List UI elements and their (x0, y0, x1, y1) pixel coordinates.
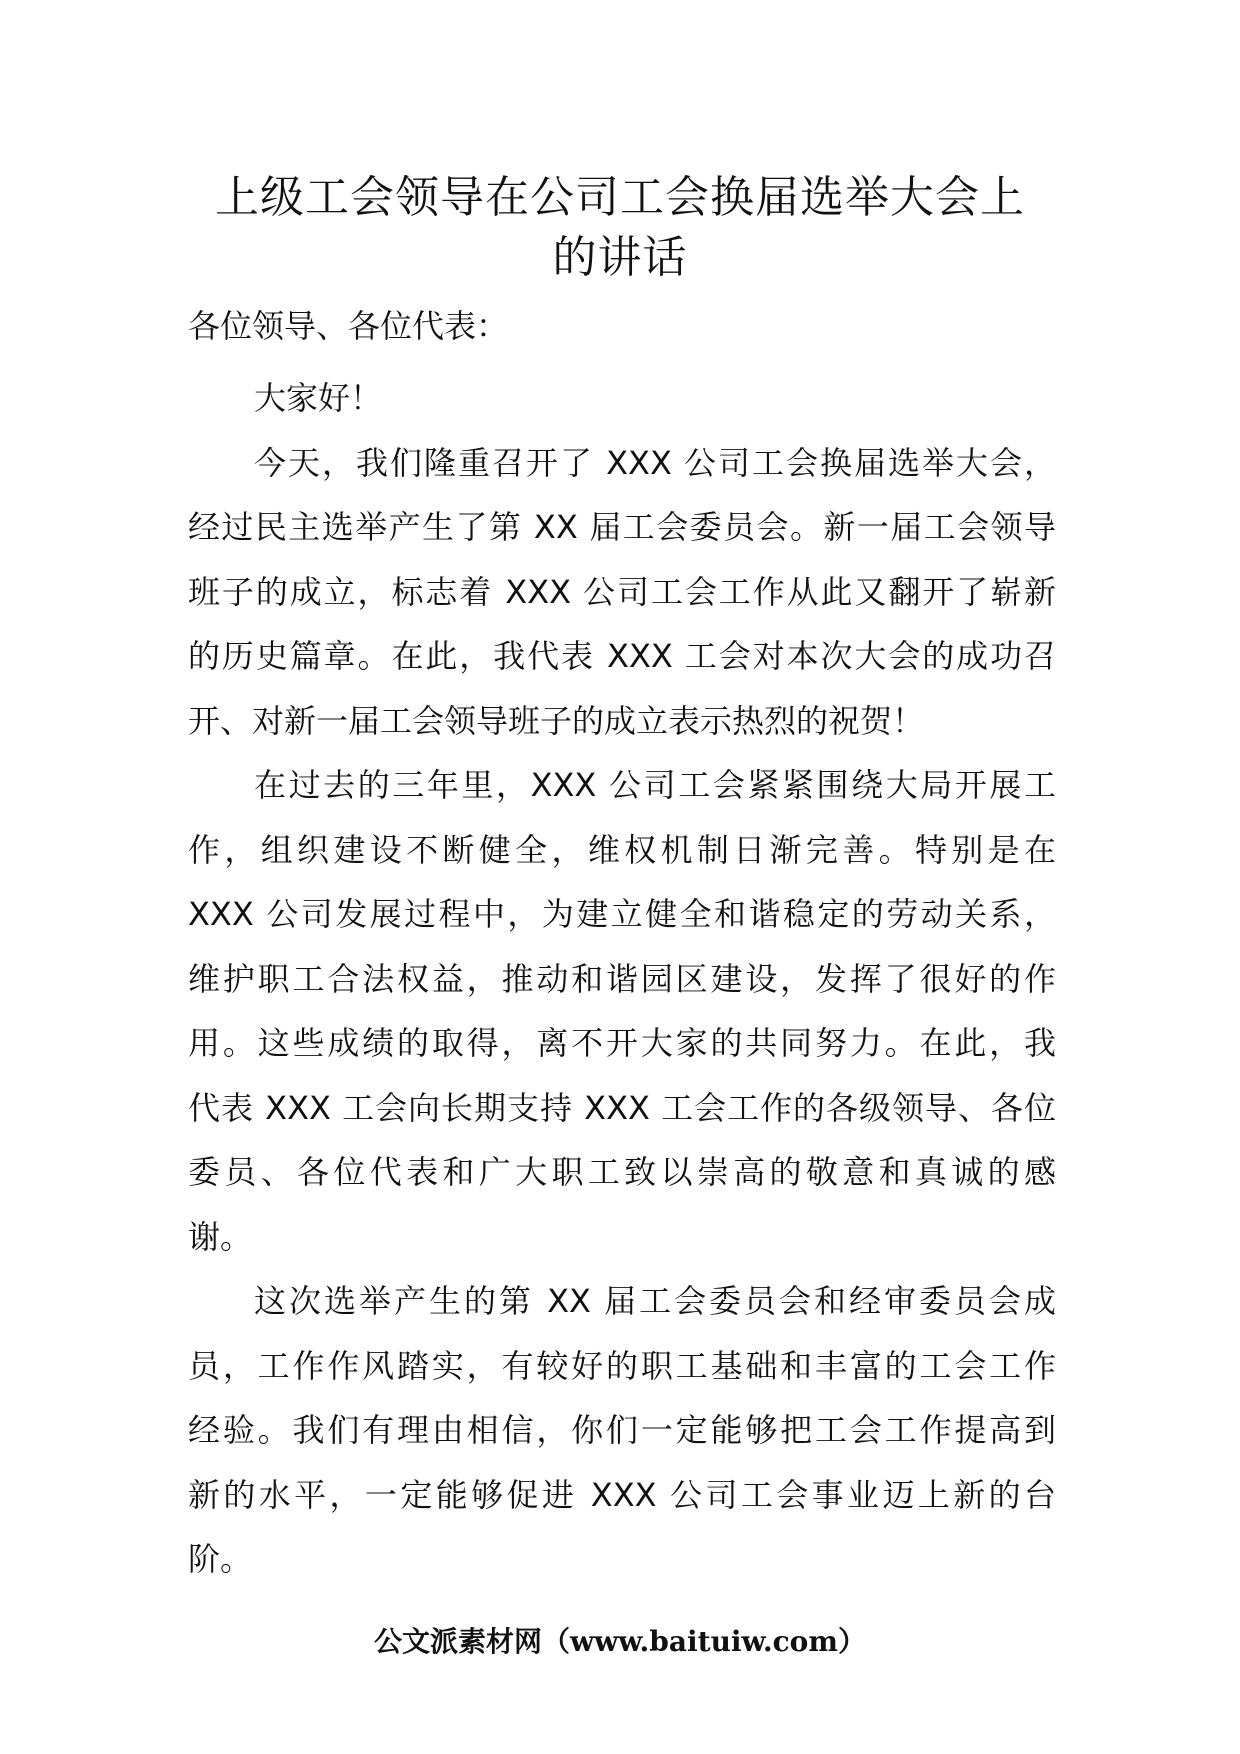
footer-watermark: 公文派素材网（www.baituiw.com） (374, 1625, 866, 1658)
paragraph-line: 的历史篇章。在此，我代表 XXX 工会对本次大会的成功召 (188, 637, 1056, 675)
paragraph-line: 这次选举产生的第 XX 届工会委员会和经审委员会成 (254, 1282, 1056, 1320)
paragraph-line: 新的水平，一定能够促进 XXX 公司工会事业迈上新的台 (188, 1475, 1056, 1514)
paragraph-line: 今天，我们隆重召开了 XXX 公司工会换届选举大会， (254, 443, 1056, 482)
paragraph-line: 在过去的三年里，XXX 公司工会紧紧围绕大局开展工 (254, 766, 1056, 804)
salutation: 各位领导、各位代表： (188, 307, 509, 345)
paragraph-line: 维护职工合法权益，推动和谐园区建设，发挥了很好的作 (188, 959, 1056, 998)
speech-paragraph (188, 1269, 1056, 1592)
speech-paragraph (188, 366, 1056, 431)
paragraph-line: 谢。 (188, 1217, 253, 1256)
paragraph-line: 用。这些成绩的取得，离不开大家的共同努力。在此，我 (188, 1024, 1056, 1062)
paragraph-line: 委员、各位代表和广大职工致以崇高的敬意和真诚的感 (188, 1153, 1056, 1191)
paragraph-line: 经验。我们有理由相信，你们一定能够把工会工作提高到 (188, 1411, 1056, 1449)
speech-paragraph (188, 431, 1056, 754)
paragraph-line: 作，组织建设不断健全，维权机制日渐完善。特别是在 (188, 830, 1056, 869)
paragraph-line: 阶。 (188, 1540, 253, 1578)
speech-body (188, 366, 1056, 1592)
paragraph-line: 经过民主选举产生了第 XX 届工会委员会。新一届工会领导 (188, 508, 1056, 546)
document-title (190, 168, 1050, 288)
paragraph-line: 班子的成立，标志着 XXX 公司工会工作从此又翻开了崭新 (188, 572, 1056, 611)
paragraph-line: XXX 公司发展过程中，为建立健全和谐稳定的劳动关系， (188, 895, 1056, 933)
title-line-2: 的讲话 (552, 232, 688, 283)
paragraph-line: 员，工作作风踏实，有较好的职工基础和丰富的工会工作 (188, 1346, 1056, 1385)
paragraph-line: 大家好！ (254, 379, 383, 417)
speech-paragraph (188, 753, 1056, 1269)
paragraph-line: 代表 XXX 工会向长期支持 XXX 工会工作的各级领导、各位 (188, 1088, 1056, 1127)
paragraph-line: 开、对新一届工会领导班子的成立表示热烈的祝贺！ (188, 701, 925, 740)
title-line-1: 上级工会领导在公司工会换届选举大会上 (215, 172, 1025, 223)
